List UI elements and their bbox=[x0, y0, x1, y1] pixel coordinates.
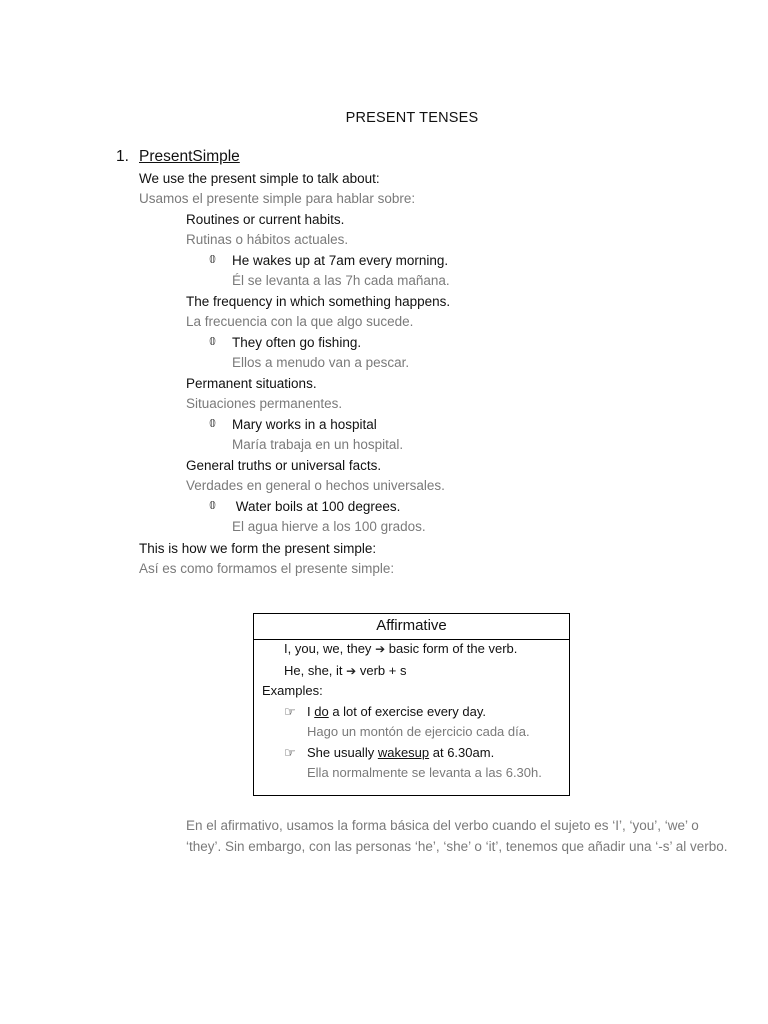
use-en: Permanent situations. bbox=[186, 376, 317, 391]
use-es: Situaciones permanentes. bbox=[186, 396, 343, 411]
explanation-paragraph: En el afirmativo, usamos la forma básica del verbo cuando el sujeto es ‘I’, ‘you’, ‘we’ o ‘they’. Sin embargo, con las personas ‘he’, ‘she’ o ‘it’, tenemos que añadir una ‘-s’ al verbo. bbox=[186, 818, 728, 854]
examples-label: Examples: bbox=[262, 683, 323, 698]
arrow-icon: ➔ bbox=[346, 664, 357, 678]
intro-es: Usamos el presente simple para hablar sobre: bbox=[139, 191, 416, 206]
example-es: María trabaja en un hospital. bbox=[232, 437, 404, 452]
example-es: El agua hierve a los 100 grados. bbox=[232, 519, 426, 534]
page-title: PRESENT TENSES bbox=[345, 110, 479, 126]
use-es: Verdades en general o hechos universales. bbox=[186, 478, 445, 493]
example-en: Water boils at 100 degrees. bbox=[232, 499, 401, 514]
section-heading-text: PresentSimple bbox=[139, 148, 240, 165]
example-text: a lot of exercise every day. bbox=[328, 704, 486, 719]
affirmative-box bbox=[253, 613, 570, 796]
box-example-es: Hago un montón de ejercicio cada día. bbox=[307, 724, 530, 739]
example-en: Mary works in a hospital bbox=[232, 417, 377, 432]
use-en: General truths or universal facts. bbox=[186, 458, 382, 473]
clock-bullet-icon: 𝟘 bbox=[209, 500, 216, 512]
example-verb: do bbox=[314, 704, 329, 719]
use-en: Routines or current habits. bbox=[186, 212, 345, 227]
arrow-icon: ➔ bbox=[375, 642, 386, 656]
pointer-icon: ☞ bbox=[284, 704, 296, 719]
example-text: She usually bbox=[307, 745, 378, 760]
example-text: I bbox=[307, 704, 315, 719]
intro-en: We use the present simple to talk about: bbox=[139, 171, 380, 186]
form-en: This is how we form the present simple: bbox=[139, 541, 377, 556]
use-es: La frecuencia con la que algo sucede. bbox=[186, 314, 414, 329]
clock-bullet-icon: 𝟘 bbox=[209, 254, 216, 266]
box-example-es: Ella normalmente se levanta a las 6.30h. bbox=[307, 765, 542, 780]
clock-bullet-icon: 𝟘 bbox=[209, 336, 216, 348]
use-en: The frequency in which something happens. bbox=[186, 294, 451, 309]
pointer-icon: ☞ bbox=[284, 745, 296, 760]
example-verb: wakesup bbox=[377, 745, 430, 760]
rule-line bbox=[284, 639, 517, 659]
affirmative-header: Affirmative bbox=[254, 614, 569, 640]
example-text: at 6.30am. bbox=[429, 745, 495, 760]
rule-subject: He, she, it bbox=[284, 663, 343, 678]
rule-result: verb + s bbox=[359, 663, 407, 678]
example-es: Él se levanta a las 7h cada mañana. bbox=[232, 273, 450, 288]
form-es: Así es como formamos el presente simple: bbox=[139, 561, 395, 576]
section-number: 1. bbox=[116, 148, 129, 165]
rule-subject: I, you, we, they bbox=[284, 641, 372, 656]
section-heading bbox=[116, 146, 240, 168]
use-es: Rutinas o hábitos actuales. bbox=[186, 232, 349, 247]
example-es: Ellos a menudo van a pescar. bbox=[232, 355, 410, 370]
box-example-en bbox=[307, 743, 494, 763]
example-en: They often go fishing. bbox=[232, 335, 362, 350]
example-en: He wakes up at 7am every morning. bbox=[232, 253, 449, 268]
clock-bullet-icon: 𝟘 bbox=[209, 418, 216, 430]
box-example-en bbox=[307, 702, 486, 722]
rule-line bbox=[284, 661, 406, 681]
rule-result: basic form of the verb. bbox=[388, 641, 518, 656]
